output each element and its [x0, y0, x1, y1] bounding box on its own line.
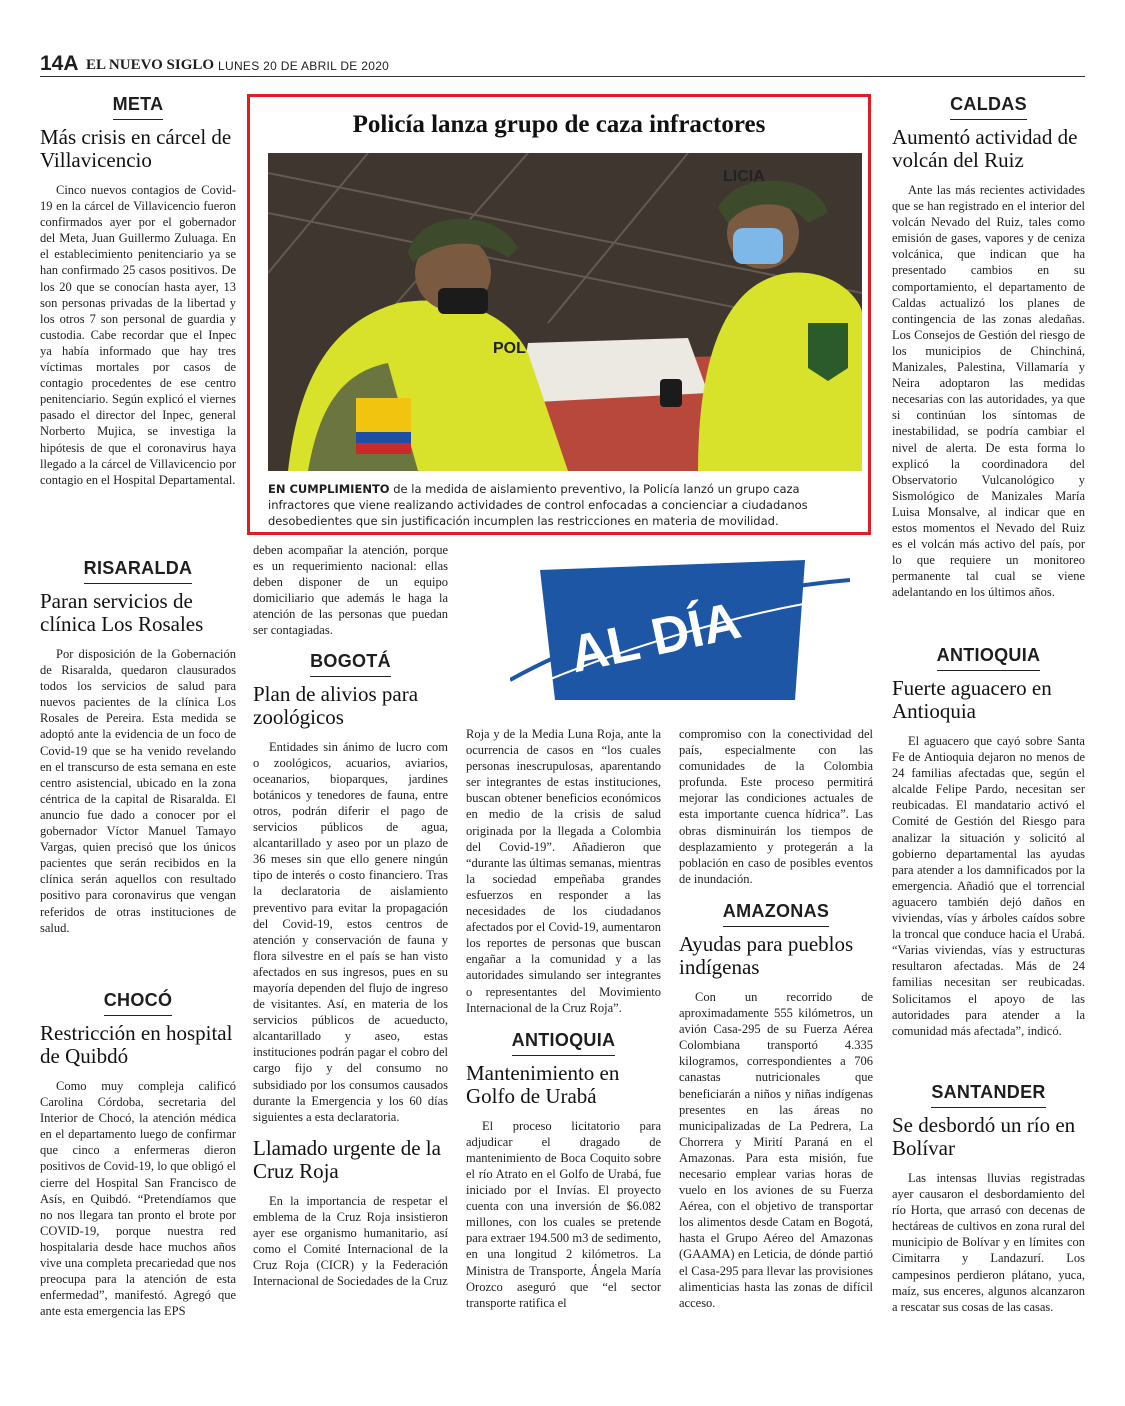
headline-caldas: Aumentó actividad de volcán del Ruiz: [892, 125, 1078, 172]
article-choco: Como muy compleja calificó Carolina Córdoba, secretaria del Interior de Chocó, la atención médica en el departamento luego de confirmar que cinco a enfermeras dieron positivos de Covid-19, lo que obligó el cierre del Hospital San Francisco de Asís, en Quibdó. “Pretendíamos que no nos llegara tan pronto el brote por COVID-19, porque nuestra red hospitalaria desde hace muchos años vive una completa precariedad que nos preocupa para la atención de esta enfermedad”, manifestó. Agregó que ante esta emergencia las EPS: [40, 1079, 236, 1319]
feature-box: [247, 94, 871, 535]
section-label-antioquia-1: ANTIOQUIA: [512, 1030, 616, 1056]
feature-photo: [268, 153, 862, 471]
column-5b: [892, 645, 1085, 1047]
al-dia-text: AL DÍA: [565, 591, 746, 685]
section-label-antioquia-2: ANTIOQUIA: [937, 645, 1041, 671]
column-4: [679, 726, 873, 1319]
article-amazonas: Con un recorrido de aproximadamente 555 kilómetros, un avión Casa-295 de su Fuerza Aérea Colombiana transportó 4.335 kilogramos, correspondientes a 706 canastas nutricionales que beneficiarán a niños y niñas indígenas presentes en las áreas no municipalizadas de La Pedrera, La Chorrera y Mirití Paraná en el Amazonas. Para esta misión, fue necesario emplear varias horas de vuelo en los aviones de su Fuerza Aérea, con el objetivo de transportar los alimentos desde Catam en Bogotá, hasta el Grupo Aéreo del Amazonas (GAAMA) en Leticia, de dónde partió el Casa-295 para llevar las provisiones alimenticias hasta las zonas de difícil acceso.: [679, 989, 873, 1310]
headline-meta: Más crisis en cárcel de Villavicencio: [40, 125, 232, 172]
headline-antioquia-aguacero: Fuerte aguacero en Antioquia: [892, 676, 1052, 723]
police-photo-illustration: [268, 153, 862, 471]
column-5: [892, 94, 1085, 608]
section-label-meta: META: [113, 94, 164, 120]
column-1b: [40, 558, 236, 944]
headline-antioquia-uraba: Mantenimiento en Golfo de Urabá: [466, 1060, 620, 1108]
caption-lead: EN CUMPLIMIENTO: [268, 482, 390, 496]
section-label-caldas: CALDAS: [950, 94, 1027, 120]
article-caldas: Ante las más recientes actividades que se han registrado en el interior del volcán Nevado del Ruiz, tales como emisión de gases, vapores y de ceniza volcánica, que indican que ha presentado cambios en su comportamiento, el departamento de Caldas actualizó los planes de contingencia de las zonas aledañas. Los Consejos de Gestión del riesgo de los municipios de Chinchiná, Manizales, Palestina, Villamaría y Neira adoptaron las medidas necesarias con las autoridades, ya que si continúan los síntomas de inestabilidad, se podría cambiar el nivel de alerta. De esta forma lo explicó la coordinadora del Observatorio Vulcanológico y Sismológico de Manizales María Luisa Monsalve, al indicar que en estos momentos el Nevado del Ruiz es el volcán más activo del país, por lo que requiere un monitoreo permanente tal cual se viene adelantando en los últimos años.: [892, 183, 1085, 600]
headline-amazonas: Ayudas para pueblos indígenas: [679, 931, 854, 979]
column-3: [466, 726, 661, 1319]
headline-santander: Se desbordó un río en Bolívar: [892, 1113, 1076, 1160]
article-choco-continued: deben acompañar la atención, porque es un requerimiento nacional: ellas deben disponer de un equipo domiciliario que además le haga la atención de las personas que puedan ser contagiadas.: [253, 543, 448, 638]
column-5c: [892, 1082, 1085, 1323]
newspaper-name: EL NUEVO SIGLO: [86, 57, 215, 73]
article-santander: Las intensas lluvias registradas ayer causaron el desbordamiento del río Horta, que arrasó con decenas de hectáreas de cultivos en zona rural del municipio de Bolívar y en límites con Cimitarra y Landazurí. Los campesinos perdieron plátano, yuca, maíz, sus enceres, algunos alcanzaron a rescatar sus cosas de las casas.: [892, 1171, 1085, 1314]
article-cruz-roja-continued: Roja y de la Media Luna Roja, ante la ocurrencia de casos en “los cuales personas inescrupulosas, aparentando ser integrantes de estas instituciones, buscan obtener beneficios económicos en medio de la crisis de salud originada por la llegada a Colombia del Covid-19”. Añadieron que “durante las últimas semanas, mientras la sociedad empeñaba grandes esfuerzos en responder a las necesidades de los ciudadanos afectados por el Covid-19, aumentaron los reportes de personas que buscan engañar a la comunidad y a las autoridades simulando ser integrantes o representantes del Movimiento Internacional de la Cruz Roja”.: [466, 727, 661, 1015]
column-2: [253, 542, 448, 1297]
masthead: [40, 52, 1085, 77]
section-label-bogota: BOGOTÁ: [310, 651, 391, 677]
article-cruz-roja: En la importancia de respetar el emblema de la Cruz Roja insistieron ayer ese organismo humanitario, así como el Comité Internacional de la Cruz Roja (CICR) y la Federación Internacional de Sociedades de la Cruz: [253, 1193, 448, 1289]
column-1c: [40, 990, 236, 1327]
article-antioquia-aguacero: El aguacero que cayó sobre Santa Fe de Antioquia dejaron no menos de 24 familias afectadas que, según el alcalde Felipe Pardo, necesitan ser reubicadas. El mandatario activó el Comité de Gestión del Riesgo para analizar la situación y solicitó al gobierno departamental las ayudas para atender a los damnificados por la emergencia. Añadió que el torrencial aguacero también dejó daños en viviendas, vías y árboles caídos sobre la troncal que conduce hacia el Urabá. “Varias viviendas, vías y estructuras resultaron afectadas. Más de 24 familias necesitan ser reubicadas. Solicitamos el apoyo de las autoridades para atender a la comunidad más afectada”, indicó.: [892, 734, 1085, 1038]
section-label-risaralda: RISARALDA: [84, 558, 193, 584]
article-meta: Cinco nuevos contagios de Covid-19 en la cárcel de Villavicencio fueron confirmados ayer por el gobernador del Meta, Juan Guillermo Zuluaga. En el establecimiento penitenciario ya se han confirmado 25 casos positivos. De los 20 que se conocían hasta ayer, 13 son personas privadas de la libertad y los otros 7 son personal de guardia y custodia. Cabe recordar que el Inpec ya había informado que hay tres víctimas mortales por casos de contagio procedentes de ese centro penitenciario. Según explicó el viernes pasado el director del Inpec, general Norberto Mujica, se investiga la hipótesis de que el coronavirus haya llegado a la cárcel de Villavicencio por contagio en el Hospital Departamental.: [40, 183, 236, 487]
headline-choco: Restricción en hospital de Quibdó: [40, 1021, 233, 1068]
headline-bogota: Plan de alivios para zoológicos: [253, 681, 419, 729]
section-label-amazonas: AMAZONAS: [723, 901, 829, 927]
article-uraba-continued: compromiso con la conectividad del país, especialmente con las comunidades de la Colombia profunda. Este proceso permitirá mejorar las condiciones actuales de esta importante cuenca hídrica”. Las obras disminuirán los tiempos de desplazamiento y protegerán a la población en caso de posibles eventos de inundación.: [679, 727, 873, 886]
feature-title: Policía lanza grupo de caza infractores: [352, 111, 766, 138]
al-dia-logo-graphic: [510, 560, 850, 710]
section-label-choco: CHOCÓ: [104, 990, 173, 1016]
article-antioquia-uraba: El proceso licitatorio para adjudicar el dragado de mantenimiento de Boca Coquito sobre el río Atrato en el Golfo de Urabá, fue iniciado por el Invías. El proyecto cuenta con una inversión de $6.082 millones, con los cuales se pretende para extraer 194.500 m3 de sedimento, en una longitud 2 kilómetros. La Ministra de Transporte, Ángela María Orozco aseguró que “el sector transporte ratifica el: [466, 1118, 661, 1310]
al-dia-logo: [510, 560, 850, 710]
section-label-santander: SANTANDER: [931, 1082, 1045, 1108]
headline-risaralda: Paran servicios de clínica Los Rosales: [40, 589, 204, 636]
caption-text: de la medida de aislamiento preventivo, la Policía lanzó un grupo caza infractores que viene realizando actividades de control enfocadas a concienciar a ciudadanos desobedientes que sin justificación incumplen las restricciones en materia de movilidad.: [268, 482, 808, 528]
article-risaralda: Por disposición de la Gobernación de Risaralda, quedaron clausurados todos los servicios de salud para nuevos pacientes de la clínica Los Rosales de Pereira. Esta medida se adoptó ante la evidencia de un foco de Covid-19 que se ha venido revelando en el transcurso de esta semana en este centro asistencial, ubicado en la zona céntrica de la capital de Risaralda. El anuncio fue dado a conocer por el gobernador Víctor Manuel Tamayo Vargas, quien precisó que los únicos pacientes que serán recibidos en la clínica serán aquellos con resultado positivo para coronavirus que vengan referidos de otras instituciones de salud.: [40, 647, 236, 935]
feature-caption: [268, 481, 858, 529]
page-number: 14A: [40, 52, 79, 75]
vest-label-left: POL: [493, 340, 526, 357]
headline-cruz-roja: Llamado urgente de la Cruz Roja: [253, 1135, 441, 1183]
article-bogota: Entidades sin ánimo de lucro com o zoológicos, acuarios, aviarios, oceanarios, bioparques, jardines botánicos y tenedores de fauna, entre otros, podrán diferir el pago de servicios públicos de agua, alcantarillado y aseo por un plazo de 36 meses sin que ello genere ningún tipo de interés o costo financiero. Tras la declaratoria de aislamiento preventivo para evitar la propagación del Covid-19, estos centros de atención y conservación de fauna y flora silvestre en el país se han visto afectados en sus ingresos, pues en su mayoría dependen del flujo de ingreso de visitantes. Así, en materia de los servicios públicos de acueducto, alcantarillado y aseo, estas instituciones podrán pagar el cobro del cargo fijo y del consumo no subsidiado por los consumos causados durante la Emergencia y los 60 días siguientes a esta declaratoria.: [253, 739, 448, 1124]
vest-label-right: LICIA: [723, 168, 765, 185]
column-1: [40, 94, 236, 496]
issue-date: LUNES 20 DE ABRIL DE 2020: [218, 59, 390, 73]
